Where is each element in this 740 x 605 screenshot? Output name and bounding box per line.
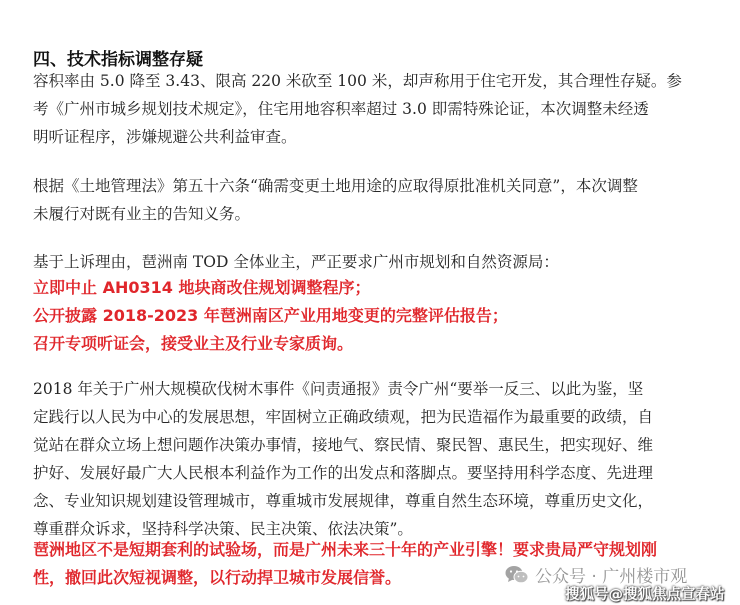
text-line: 2018 年关于广州大规模砍伐树木事件《问责通报》责令广州“要举一反三、以此为鉴，坚 (33, 380, 644, 398)
wechat-icon (505, 564, 529, 586)
demand-item: 召开专项听证会，接受业主及行业专家质询。 (33, 334, 354, 353)
text-line: 定践行以人民为中心的发展思想，牢固树立正确政绩观，把为民造福作为最重要的政绩，自 (33, 408, 654, 426)
text-line: 考《广州市城乡规划技术规定》，住宅用地容积率超过 3.0 即需特殊论证，本次调整未经透 (33, 100, 649, 118)
text-line: 未履行对既有业主的告知义务。 (33, 205, 251, 223)
demand-item: 公开披露 2018-2023 年琶洲南区产业用地变更的完整评估报告； (33, 306, 508, 325)
section-heading: 四、技术指标调整存疑 (33, 50, 203, 70)
text-line: 容积率由 5.0 降至 3.43、限高 220 米砍至 100 米，却声称用于住宅开发，其合理性存疑。参 (33, 72, 682, 90)
text-line: 护好、发展好最广大人民根本利益作为工作的出发点和落脚点。要坚持用科学态度、先进理 (33, 464, 654, 482)
paragraph-technical-indicators (33, 67, 723, 151)
paragraph-land-law (33, 172, 723, 228)
text-line: 琶洲地区不是短期套利的试验场，而是广州未来三十年的产业引擎！要求贵局严守规划刚 (33, 540, 658, 559)
text-line: 性，撤回此次短视调整，以行动捍卫城市发展信誉。 (33, 568, 402, 587)
demand-item: 立即中止 AH0314 地块商改住规划调整程序； (33, 278, 371, 297)
text-line: 觉站在群众立场上想问题作决策办事情，接地气、察民情、聚民智、惠民生，把实现好、维 (33, 436, 654, 454)
text-line: 念、专业知识规划建设管理城市，尊重城市发展规律，尊重自然生态环境，尊重历史文化， (33, 492, 654, 510)
text-line: 基于上诉理由，琶洲南 TOD 全体业主，严正要求广州市规划和自然资源局： (33, 253, 559, 271)
paragraph-demands-intro (33, 248, 723, 276)
text-line: 尊重群众诉求，坚持科学决策、民主决策、依法决策”。 (33, 520, 413, 538)
sohu-watermark: 搜狐号@搜狐焦点宣春站 (565, 587, 725, 603)
demands-list (33, 274, 723, 358)
text-line: 根据《土地管理法》第五十六条“确需变更土地用途的应取得原批准机关同意”，本次调整 (33, 177, 638, 195)
text-line: 明听证程序，涉嫌规避公共利益审查。 (33, 128, 297, 146)
paragraph-accountability-notice (33, 375, 723, 543)
wechat-watermark-text: 公众号 · 广州楼市观 (535, 567, 688, 587)
